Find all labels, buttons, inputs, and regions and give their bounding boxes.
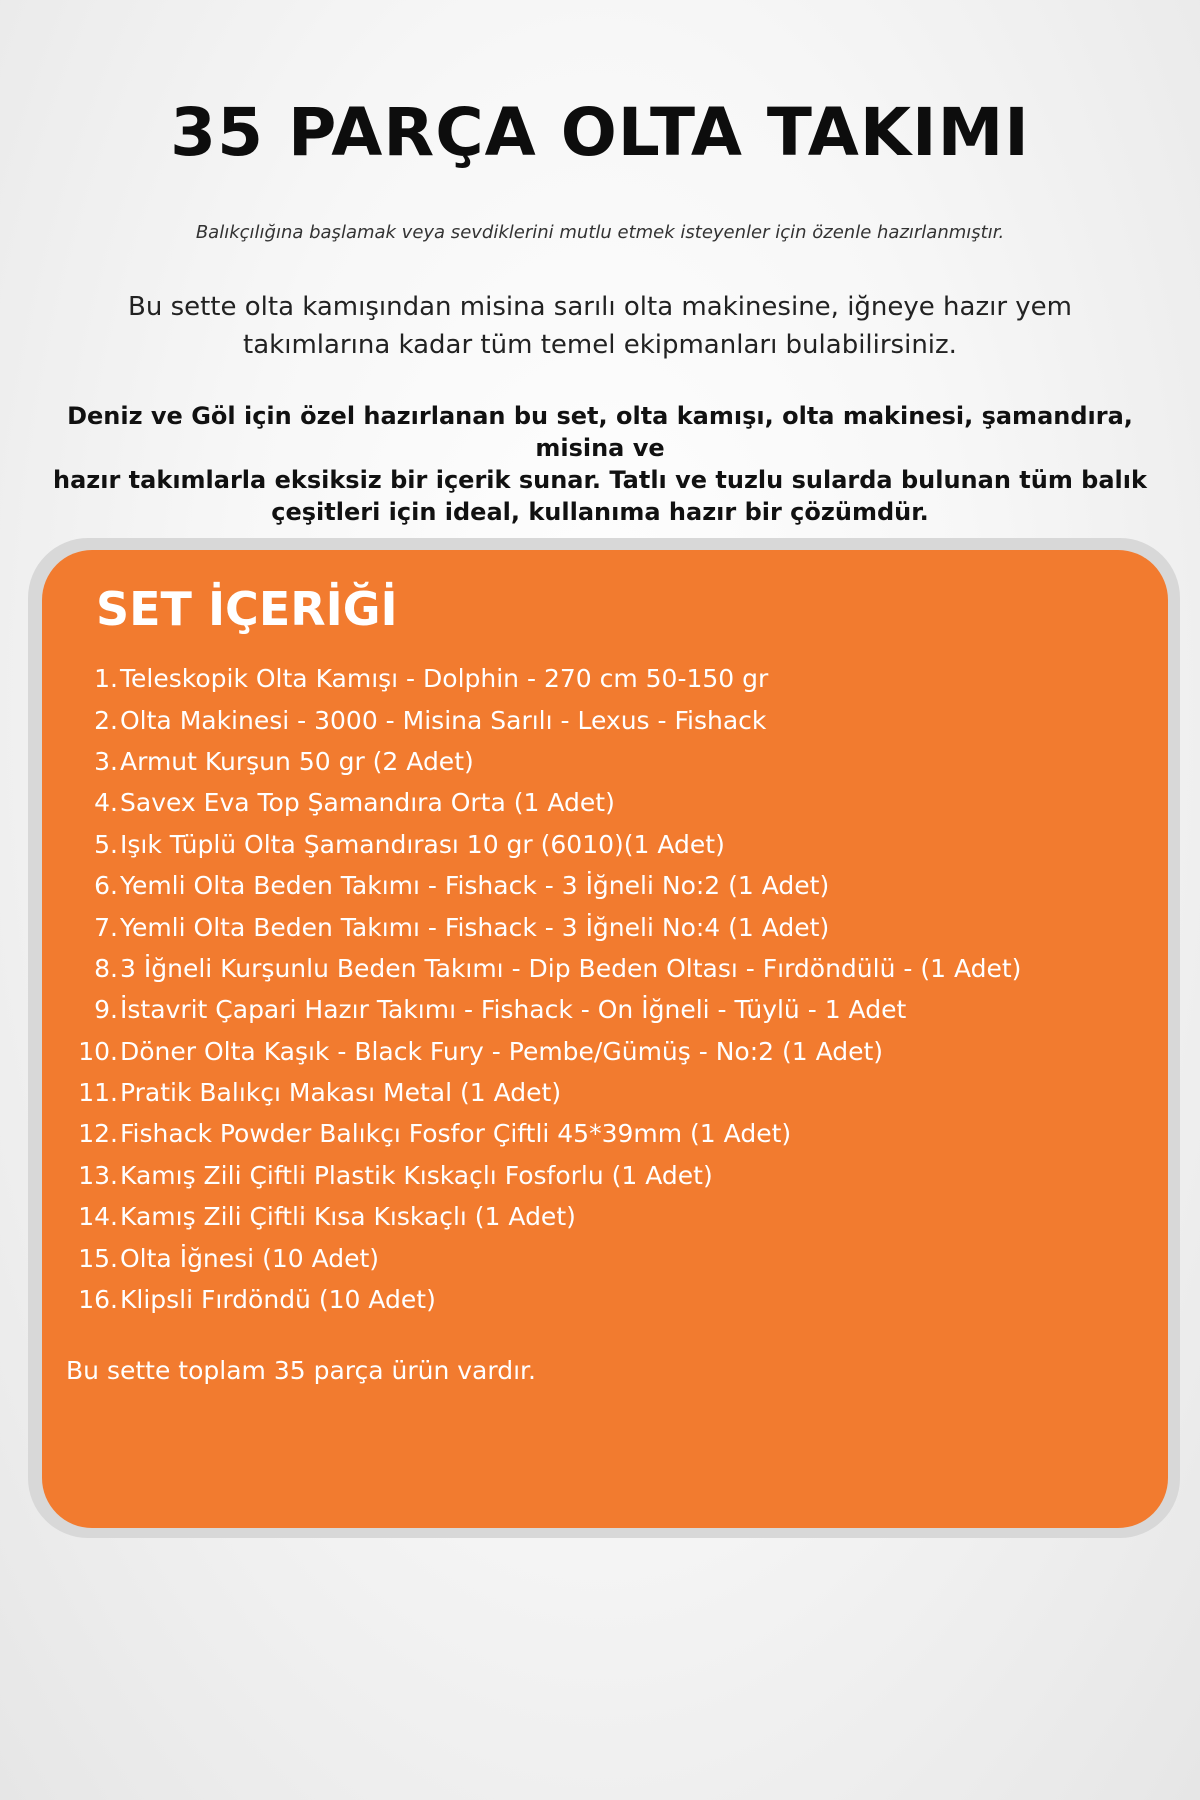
item-text: 3 İğneli Kurşunlu Beden Takımı - Dip Beden Oltası - Fırdöndülü - (1 Adet) [120, 953, 1022, 983]
item-number: 7. [94, 912, 118, 942]
item-number: 14. [78, 1202, 118, 1232]
intro-paragraph [120, 288, 1080, 364]
item-number: 15. [78, 1243, 118, 1273]
list-item [42, 824, 1142, 865]
description-line: hazır takımlarla eksiksiz bir içerik sunar. Tatlı ve tuzlu sularda bulunan tüm balık [53, 466, 1147, 494]
item-number: 9. [94, 995, 118, 1025]
list-item [42, 1113, 1142, 1154]
item-number: 8. [94, 953, 118, 983]
description-line: çeşitleri için ideal, kullanıma hazır bir çözümdür. [271, 498, 929, 526]
intro-line: takımlarına kadar tüm temel ekipmanları bulabilirsiniz. [243, 330, 957, 360]
description-paragraph [30, 400, 1170, 528]
item-text: Klipsli Fırdöndü (10 Adet) [120, 1285, 436, 1315]
item-text: Pratik Balıkçı Makası Metal (1 Adet) [120, 1078, 562, 1108]
list-item [42, 1279, 1142, 1320]
item-text: Yemli Olta Beden Takımı - Fishack - 3 İğneli No:4 (1 Adet) [120, 912, 830, 942]
list-item [42, 1196, 1142, 1237]
description-line: Deniz ve Göl için özel hazırlanan bu set, olta kamışı, olta makinesi, şamandıra, misina ve [67, 402, 1133, 462]
item-number: 16. [78, 1285, 118, 1315]
item-number: 4. [94, 788, 118, 818]
item-number: 11. [78, 1078, 118, 1108]
list-item [42, 658, 1142, 699]
list-item [42, 1237, 1142, 1278]
item-text: Olta İğnesi (10 Adet) [120, 1243, 380, 1273]
item-text: Kamış Zili Çiftli Kısa Kıskaçlı (1 Adet) [120, 1202, 576, 1232]
item-text: Kamış Zili Çiftli Plastik Kıskaçlı Fosforlu (1 Adet) [120, 1160, 713, 1190]
item-number: 10. [78, 1036, 118, 1066]
list-item [42, 741, 1142, 782]
page-title: 35 PARÇA OLTA TAKIMI [170, 94, 1030, 171]
list-item [42, 1155, 1142, 1196]
item-text: Işık Tüplü Olta Şamandırası 10 gr (6010)(1 Adet) [120, 829, 725, 859]
contents-list [42, 658, 1142, 1320]
intro-line: Bu sette olta kamışından misina sarılı olta makinesine, iğneye hazır yem [127, 292, 1072, 322]
item-number: 5. [94, 829, 118, 859]
item-text: Yemli Olta Beden Takımı - Fishack - 3 İğneli No:2 (1 Adet) [120, 871, 830, 901]
list-item [42, 906, 1142, 947]
item-text: Teleskopik Olta Kamışı - Dolphin - 270 cm 50-150 gr [120, 664, 769, 694]
item-number: 6. [94, 871, 118, 901]
list-item [42, 865, 1142, 906]
item-text: Armut Kurşun 50 gr (2 Adet) [120, 746, 474, 776]
item-text: İstavrit Çapari Hazır Takımı - Fishack - On İğneli - Tüylü - 1 Adet [120, 995, 907, 1025]
list-item [42, 948, 1142, 989]
list-item [42, 782, 1142, 823]
item-text: Olta Makinesi - 3000 - Misina Sarılı - Lexus - Fishack [120, 705, 767, 735]
item-text: Döner Olta Kaşık - Black Fury - Pembe/Gümüş - No:2 (1 Adet) [120, 1036, 884, 1066]
item-text: Fishack Powder Balıkçı Fosfor Çiftli 45*39mm (1 Adet) [120, 1119, 792, 1149]
list-item [42, 1031, 1142, 1072]
item-number: 13. [78, 1160, 118, 1190]
page-subtitle: Balıkçılığına başlamak veya sevdiklerini mutlu etmek isteyenler için özenle hazırlanmıştır. [195, 222, 1005, 243]
item-text: Savex Eva Top Şamandıra Orta (1 Adet) [120, 788, 615, 818]
item-number: 1. [94, 664, 118, 694]
list-item [42, 699, 1142, 740]
contents-title: SET İÇERİĞİ [96, 582, 398, 636]
list-item [42, 1072, 1142, 1113]
item-number: 3. [94, 746, 118, 776]
list-item [42, 989, 1142, 1030]
contents-card [42, 550, 1168, 1528]
item-number: 12. [78, 1119, 118, 1149]
item-number: 2. [94, 705, 118, 735]
total-note: Bu sette toplam 35 parça ürün vardır. [66, 1356, 536, 1385]
